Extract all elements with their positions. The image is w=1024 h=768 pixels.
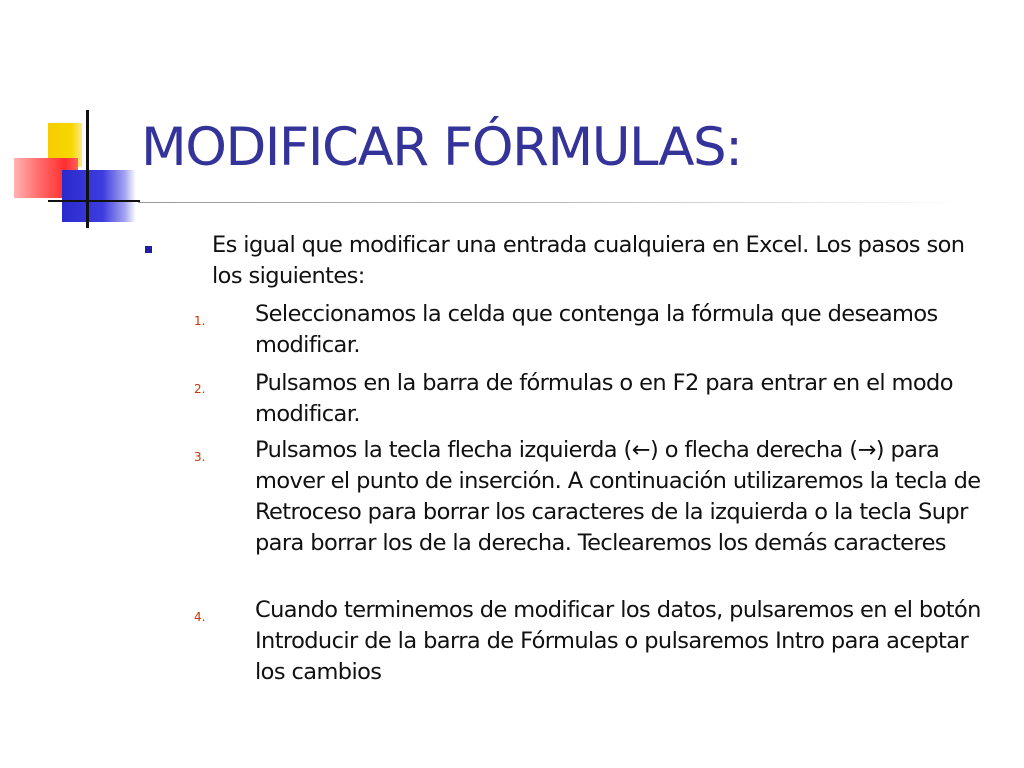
slide-title: MODIFICAR FÓRMULAS: <box>141 117 742 178</box>
logo-horizontal-line <box>48 200 140 202</box>
blue-square <box>62 170 136 222</box>
step-number: 2. <box>194 382 206 396</box>
step-number: 4. <box>194 610 206 624</box>
intro-text: Es igual que modificar una entrada cualquiera en Excel. Los pasos son los siguientes: <box>212 232 965 289</box>
step-text: Cuando terminemos de modificar los datos, pulsaremos en el botón Introducir de la barra de Fórmulas o pulsaremos Intro para aceptar los cambios <box>255 597 981 685</box>
step-number: 1. <box>194 314 206 328</box>
decorative-squares-logo <box>0 0 140 240</box>
step-text: Pulsamos la tecla flecha izquierda (←) o flecha derecha (→) para mover el punto de inserción. A continuación utilizaremos la tecla de Retroceso para borrar los caracteres de la izquierda o la tecla Supr para borrar los de la derecha. Teclearemos los demás caracteres <box>255 437 981 556</box>
title-divider <box>138 202 968 203</box>
step-text: Pulsamos en la barra de fórmulas o en F2 para entrar en el modo modificar. <box>255 370 953 427</box>
logo-vertical-line <box>86 110 89 228</box>
step-number: 3. <box>194 450 206 464</box>
bullet-square-icon <box>145 246 152 253</box>
step-text: Seleccionamos la celda que contenga la fórmula que deseamos modificar. <box>255 301 938 358</box>
